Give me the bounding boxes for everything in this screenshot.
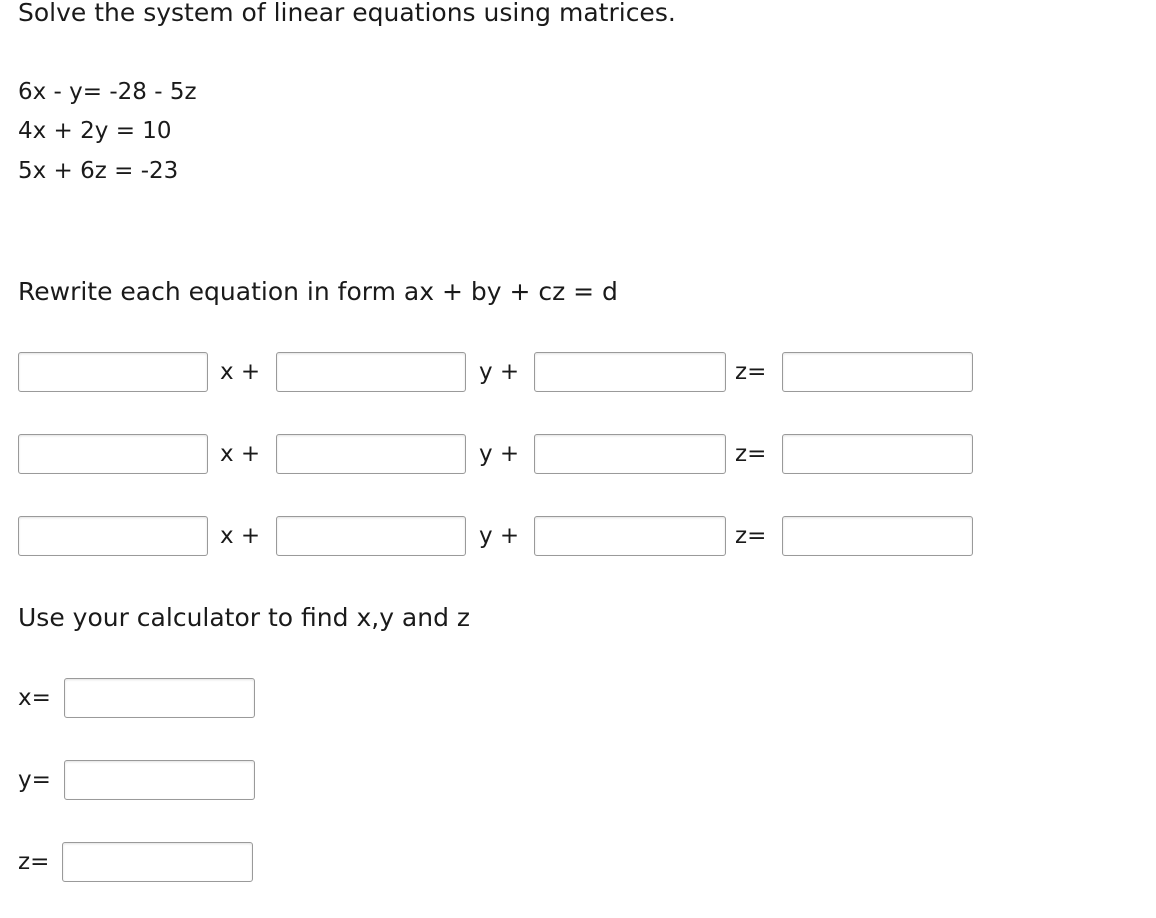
x-answer-input[interactable]: [64, 678, 255, 718]
row2-y-label: y +: [479, 441, 520, 467]
row1-x-coefficient-input[interactable]: [18, 352, 208, 392]
row2-constant-input[interactable]: [782, 434, 973, 474]
question-title: Solve the system of linear equations using matrices.: [18, 0, 676, 27]
row3-y-label: y +: [479, 523, 520, 549]
row2-y-coefficient-input[interactable]: [276, 434, 466, 474]
row3-z-coefficient-input[interactable]: [534, 516, 726, 556]
row1-z-label: z=: [735, 359, 767, 385]
row3-x-label: x +: [220, 523, 261, 549]
row2-x-label: x +: [220, 441, 261, 467]
row1-x-label: x +: [220, 359, 261, 385]
row3-constant-input[interactable]: [782, 516, 973, 556]
y-answer-input[interactable]: [64, 760, 255, 800]
z-answer-input[interactable]: [62, 842, 253, 882]
equation-3: 5x + 6z = -23: [18, 158, 179, 184]
equation-1: 6x - y= -28 - 5z: [18, 79, 197, 105]
rewrite-instruction: Rewrite each equation in form ax + by + cz = d: [18, 277, 618, 306]
row2-z-coefficient-input[interactable]: [534, 434, 726, 474]
row1-y-coefficient-input[interactable]: [276, 352, 466, 392]
row3-z-label: z=: [735, 523, 767, 549]
x-answer-label: x=: [18, 685, 51, 711]
row3-x-coefficient-input[interactable]: [18, 516, 208, 556]
y-answer-label: y=: [18, 767, 51, 793]
z-answer-label: z=: [18, 849, 50, 875]
row2-z-label: z=: [735, 441, 767, 467]
row2-x-coefficient-input[interactable]: [18, 434, 208, 474]
solve-instruction: Use your calculator to find x,y and z: [18, 603, 471, 632]
row1-y-label: y +: [479, 359, 520, 385]
row3-y-coefficient-input[interactable]: [276, 516, 466, 556]
row1-constant-input[interactable]: [782, 352, 973, 392]
equation-2: 4x + 2y = 10: [18, 118, 172, 144]
row1-z-coefficient-input[interactable]: [534, 352, 726, 392]
